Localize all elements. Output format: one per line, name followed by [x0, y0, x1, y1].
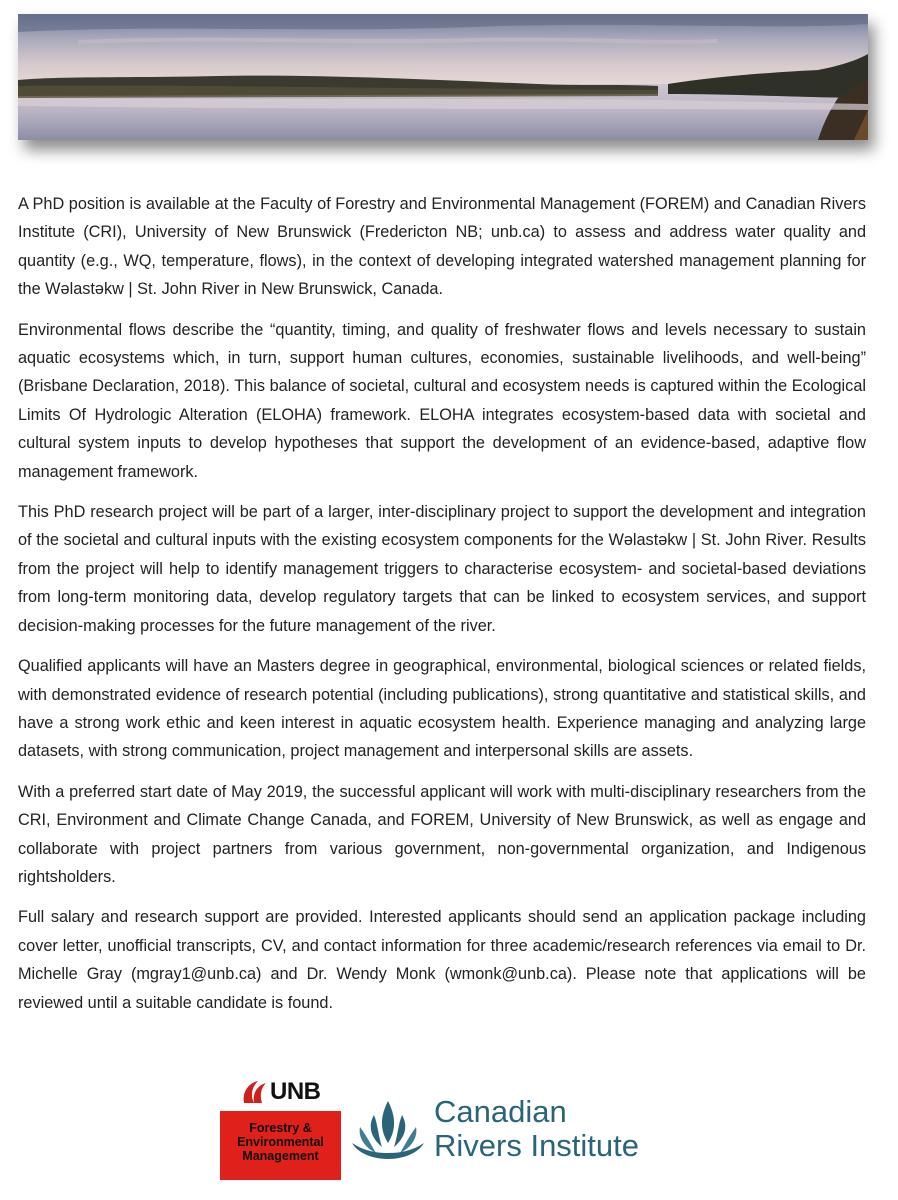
river-landscape-photo — [18, 14, 868, 140]
footer-logos — [220, 1075, 690, 1185]
paragraph-research-project: This PhD research project will be part of a larger, inter-disciplinary project to support the development and integration of the societal and cultural inputs with the existing ecosystem components for the Wəlastəkw | St. John River. Results from the project will help to identify management triggers to characterise ecosystem- and societal-based deviations from long-term monitoring data, develop regulatory targets that can be linked to ecosystem services, and support decision-making processes for the future management of the river. — [18, 503, 866, 635]
cri-wordmark — [434, 1095, 639, 1163]
unb-logo — [220, 1075, 341, 1180]
unb-faculty-label — [220, 1111, 341, 1180]
paragraph-intro: A PhD position is available at the Faculty of Forestry and Environmental Management (FOREM) and Canadian Rivers Institute (CRI), University of New Brunswick (Fredericton NB; unb.ca) to assess and address water quality and quantity (e.g., WQ, temperature, flows), in the context of developing integrated watershed management planning for the Wəlastəkw | St. John River in New Brunswick, Canada. — [18, 195, 866, 299]
unb-line-2: Environmental — [237, 1135, 324, 1149]
unb-logo-icon — [240, 1079, 268, 1105]
unb-wordmark: UNB — [270, 1078, 321, 1105]
banner-photo — [18, 14, 868, 140]
unb-line-3: Management — [242, 1149, 319, 1163]
cri-line-1: Canadian — [434, 1094, 567, 1129]
cri-line-2: Rivers Institute — [434, 1128, 640, 1163]
unb-line-1: Forestry & — [249, 1121, 312, 1135]
paragraph-qualifications: Qualified applicants will have an Masters degree in geographical, environmental, biological sciences or related fields, with demonstrated evidence of research potential (including publications), strong quantitative and statistical skills, and have a strong work ethic and keen interest in aquatic ecosystem health. Experience managing and analyzing large datasets, with strong communication, project management and interpersonal skills are assets. — [18, 657, 866, 761]
paragraph-environmental-flows: Environmental flows describe the “quantity, timing, and quality of freshwater flows and levels necessary to sustain aquatic ecosystems which, in turn, support human cultures, economies, sustainable livelihoods, and well-being” (Brisbane Declaration, 2018). This balance of societal, cultural and ecosystem needs is captured within the Ecological Limits Of Hydrologic Alteration (ELOHA) framework. ELOHA integrates ecosystem-based data with societal and cultural system inputs to develop hypotheses that support the development of an evidence-based, adaptive flow management framework. — [18, 320, 866, 481]
cri-flame-icon — [348, 1093, 428, 1163]
document-body — [18, 190, 866, 1029]
paragraph-application: Full salary and research support are provided. Interested applicants should send an application package including cover letter, unofficial transcripts, CV, and contact information for three academic/research references via email to Dr. Michelle Gray (mgray1@unb.ca) and Dr. Wendy Monk (wmonk@unb.ca). Please note that applications will be reviewed until a suitable candidate is found. — [18, 908, 866, 1012]
paragraph-start-date: With a preferred start date of May 2019, the successful applicant will work with multi-disciplinary researchers from the CRI, Environment and Climate Change Canada, and FOREM, University of New Brunswick, as well as engage and collaborate with project partners from various government, non-governmental organization, and Indigenous rightsholders. — [18, 782, 866, 886]
